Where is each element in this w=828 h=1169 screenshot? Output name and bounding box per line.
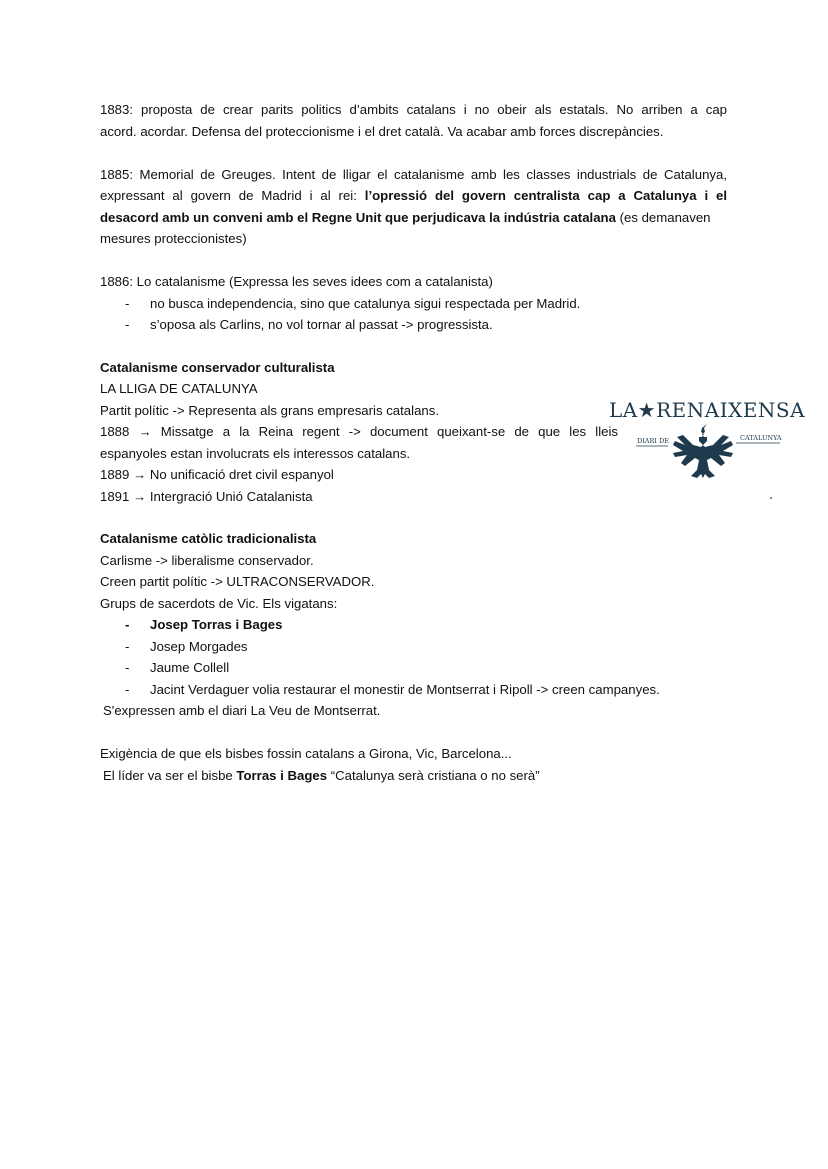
paragraph-1886-intro: 1886: Lo catalanisme (Expressa les seves idees com a catalanista) (100, 274, 493, 289)
final-line-1: Exigència de que els bisbes fossin catalans a Girona, Vic, Barcelona... (100, 746, 512, 761)
paragraph-1885-line-4: mesures proteccionistes) (100, 231, 247, 246)
lliga-title: LA LLIGA DE CATALUNYA (100, 381, 258, 396)
partit-line: Partit polític -> Representa als grans empresaris catalans. (100, 403, 439, 418)
list-item: Josep Morgades (150, 639, 248, 654)
final-line-2-bold: Torras i Bages (236, 768, 328, 783)
renaixensa-logo-image (608, 394, 806, 502)
list-bullet: - (125, 317, 130, 332)
list-bullet: - (125, 660, 130, 675)
year-1888-line-1: 1888 → Missatge a la Reina regent -> document queixant-se de que les lleis (100, 424, 618, 439)
eagle-icon (673, 424, 733, 478)
carlisme-line: Carlisme -> liberalisme conservador. (100, 553, 314, 568)
list-item: s’oposa als Carlins, no vol tornar al passat -> progressista. (150, 317, 493, 332)
logo-right-text: CATALUNYA (740, 434, 782, 442)
final-line-2 (103, 765, 730, 786)
list-bullet: - (125, 296, 130, 311)
renaixensa-logo (608, 394, 806, 502)
memorial-bold-text-2: desacord amb un conveni amb el Regne Unit que perjudicava la indústria catalana (100, 210, 616, 225)
paragraph-1885-line-1: 1885: Memorial de Greuges. Intent de lligar el catalanisme amb les classes industrials de Catalunya, (100, 167, 727, 182)
paragraph-1883-line-2: acord. acordar. Defensa del proteccionisme i el dret català. Va acabar amb forces discrepàncies. (100, 124, 664, 139)
grups-line: Grups de sacerdots de Vic. Els vigatans: (100, 596, 338, 611)
logo-title: LA★RENAIXENSA (608, 398, 806, 422)
year-1891-line: 1891 → Intergració Unió Catalanista (100, 489, 313, 504)
diari-line: S'expressen amb el diari La Veu de Montserrat. (103, 703, 381, 718)
list-item: no busca independencia, sino que catalunya sigui respectada per Madrid. (150, 296, 581, 311)
heading-catolic: Catalanisme catòlic tradicionalista (100, 531, 317, 546)
logo-left-text: DIARI DE (637, 437, 669, 445)
paragraph-1885-line-3 (100, 207, 727, 228)
memorial-plain-text-2: (es demanaven (619, 210, 711, 225)
paragraph-1885-line-2 (100, 185, 727, 206)
heading-conservador: Catalanisme conservador culturalista (100, 360, 335, 375)
year-1888-line-2: espanyoles estan involucrats els interessos catalans. (100, 446, 411, 461)
list-bullet: - (125, 639, 130, 654)
year-1889-line: 1889 → No unificació dret civil espanyol (100, 467, 334, 482)
list-bullet: - (125, 617, 130, 632)
final-line-2-pre: El líder va ser el bisbe (103, 768, 233, 783)
list-bullet: - (125, 682, 130, 697)
list-item-bold: Josep Torras i Bages (150, 617, 283, 632)
list-item: Jaume Collell (150, 660, 230, 675)
list-item: Jacint Verdaguer volia restaurar el monestir de Montserrat i Ripoll -> creen campanyes. (150, 682, 660, 697)
creen-line: Creen partit polític -> ULTRACONSERVADOR. (100, 574, 375, 589)
final-line-2-post: “Catalunya serà cristiana o no serà” (330, 768, 540, 783)
memorial-bold-text: l’opressió del govern centralista cap a Catalunya i el (364, 188, 727, 203)
memorial-plain-text: expressant al govern de Madrid i al rei: (100, 188, 357, 203)
paragraph-1883-line-1: 1883: proposta de crear parits politics d’ambits catalans i no obeir als estatals. No arriben a cap (100, 102, 727, 117)
